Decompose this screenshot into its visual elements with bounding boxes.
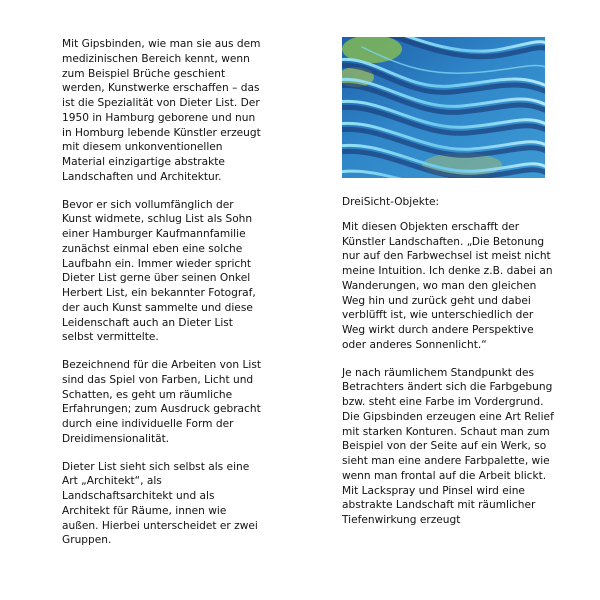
left-column — [62, 37, 262, 561]
paragraph-gipsbinden: Mit Gipsbinden, wie man sie aus dem medizinischen Bereich kennt, wenn zum Beispiel Brüche geschient werden, Kunstwerke erschaffen – das ist die Spezialität von Dieter List. Der 1950 in Hamburg geborene und nun in Homburg lebende Künstler erzeugt mit diesem unkonventionellen Material einzigartige abstrakte Landschaften und Architektur. — [62, 38, 261, 183]
paragraph-dreisicht-objekte: Mit diesen Objekten erschafft der Künstler Landschaften. „Die Betonung nur auf den Farbwechsel ist meist nicht meine Intuition. Ich denke z.B. dabei an Wanderungen, wo man den gleichen Weg hin und zurück geht und dabei verblüfft ist, wie unterschiedlich der Weg wirkt durch andere Perspektive oder anderes Sonnenlicht.“ — [342, 220, 553, 351]
artwork-photo — [342, 37, 545, 178]
section-caption: DreiSicht-Objekte: — [342, 196, 440, 208]
paragraph-biography: Bevor er sich vollumfänglich der Kunst widmete, schlug List als Sohn einer Hamburger Kaufmannfamilie zunächst einmal eben eine solche Laufbahn ein. Immer wieder spricht Dieter List gerne über seinen Onkel Herbert List, ein bekannter Fotograf, der auch Kunst sammelte und diese Leidenschaft auch an Dieter List selbst vermittelte. — [62, 198, 256, 344]
right-column — [342, 37, 557, 541]
artwork-photo-icon — [342, 37, 545, 178]
paragraph-architect: Dieter List sieht sich selbst als eine Art „Architekt“, als Landschaftsarchitekt und als Architekt für Räume, innen wie außen. Hierbei unterscheidet er zwei Gruppen. — [62, 460, 258, 547]
paragraph-characteristics: Bezeichnend für die Arbeiten von List sind das Spiel von Farben, Licht und Schatten, es geht um räumliche Erfahrungen; zum Ausdruck gebracht durch eine individuelle Form der Dreidimensionalität. — [62, 359, 261, 445]
paragraph-standpunkt: Je nach räumlichem Standpunkt des Betrachters ändert sich die Farbgebung bzw. steht eine Farbe im Vordergrund. Die Gipsbinden erzeugen eine Art Relief mit starken Konturen. Schaut man zum Beispiel von der Seite auf ein Werk, so sieht man eine andere Farbpalette, wie wenn man frontal auf die Arbeit blickt. Mit Lackspray und Pinsel wird eine abstrakte Landschaft mit räumlicher Tiefenwirkung erzeugt — [342, 366, 554, 526]
